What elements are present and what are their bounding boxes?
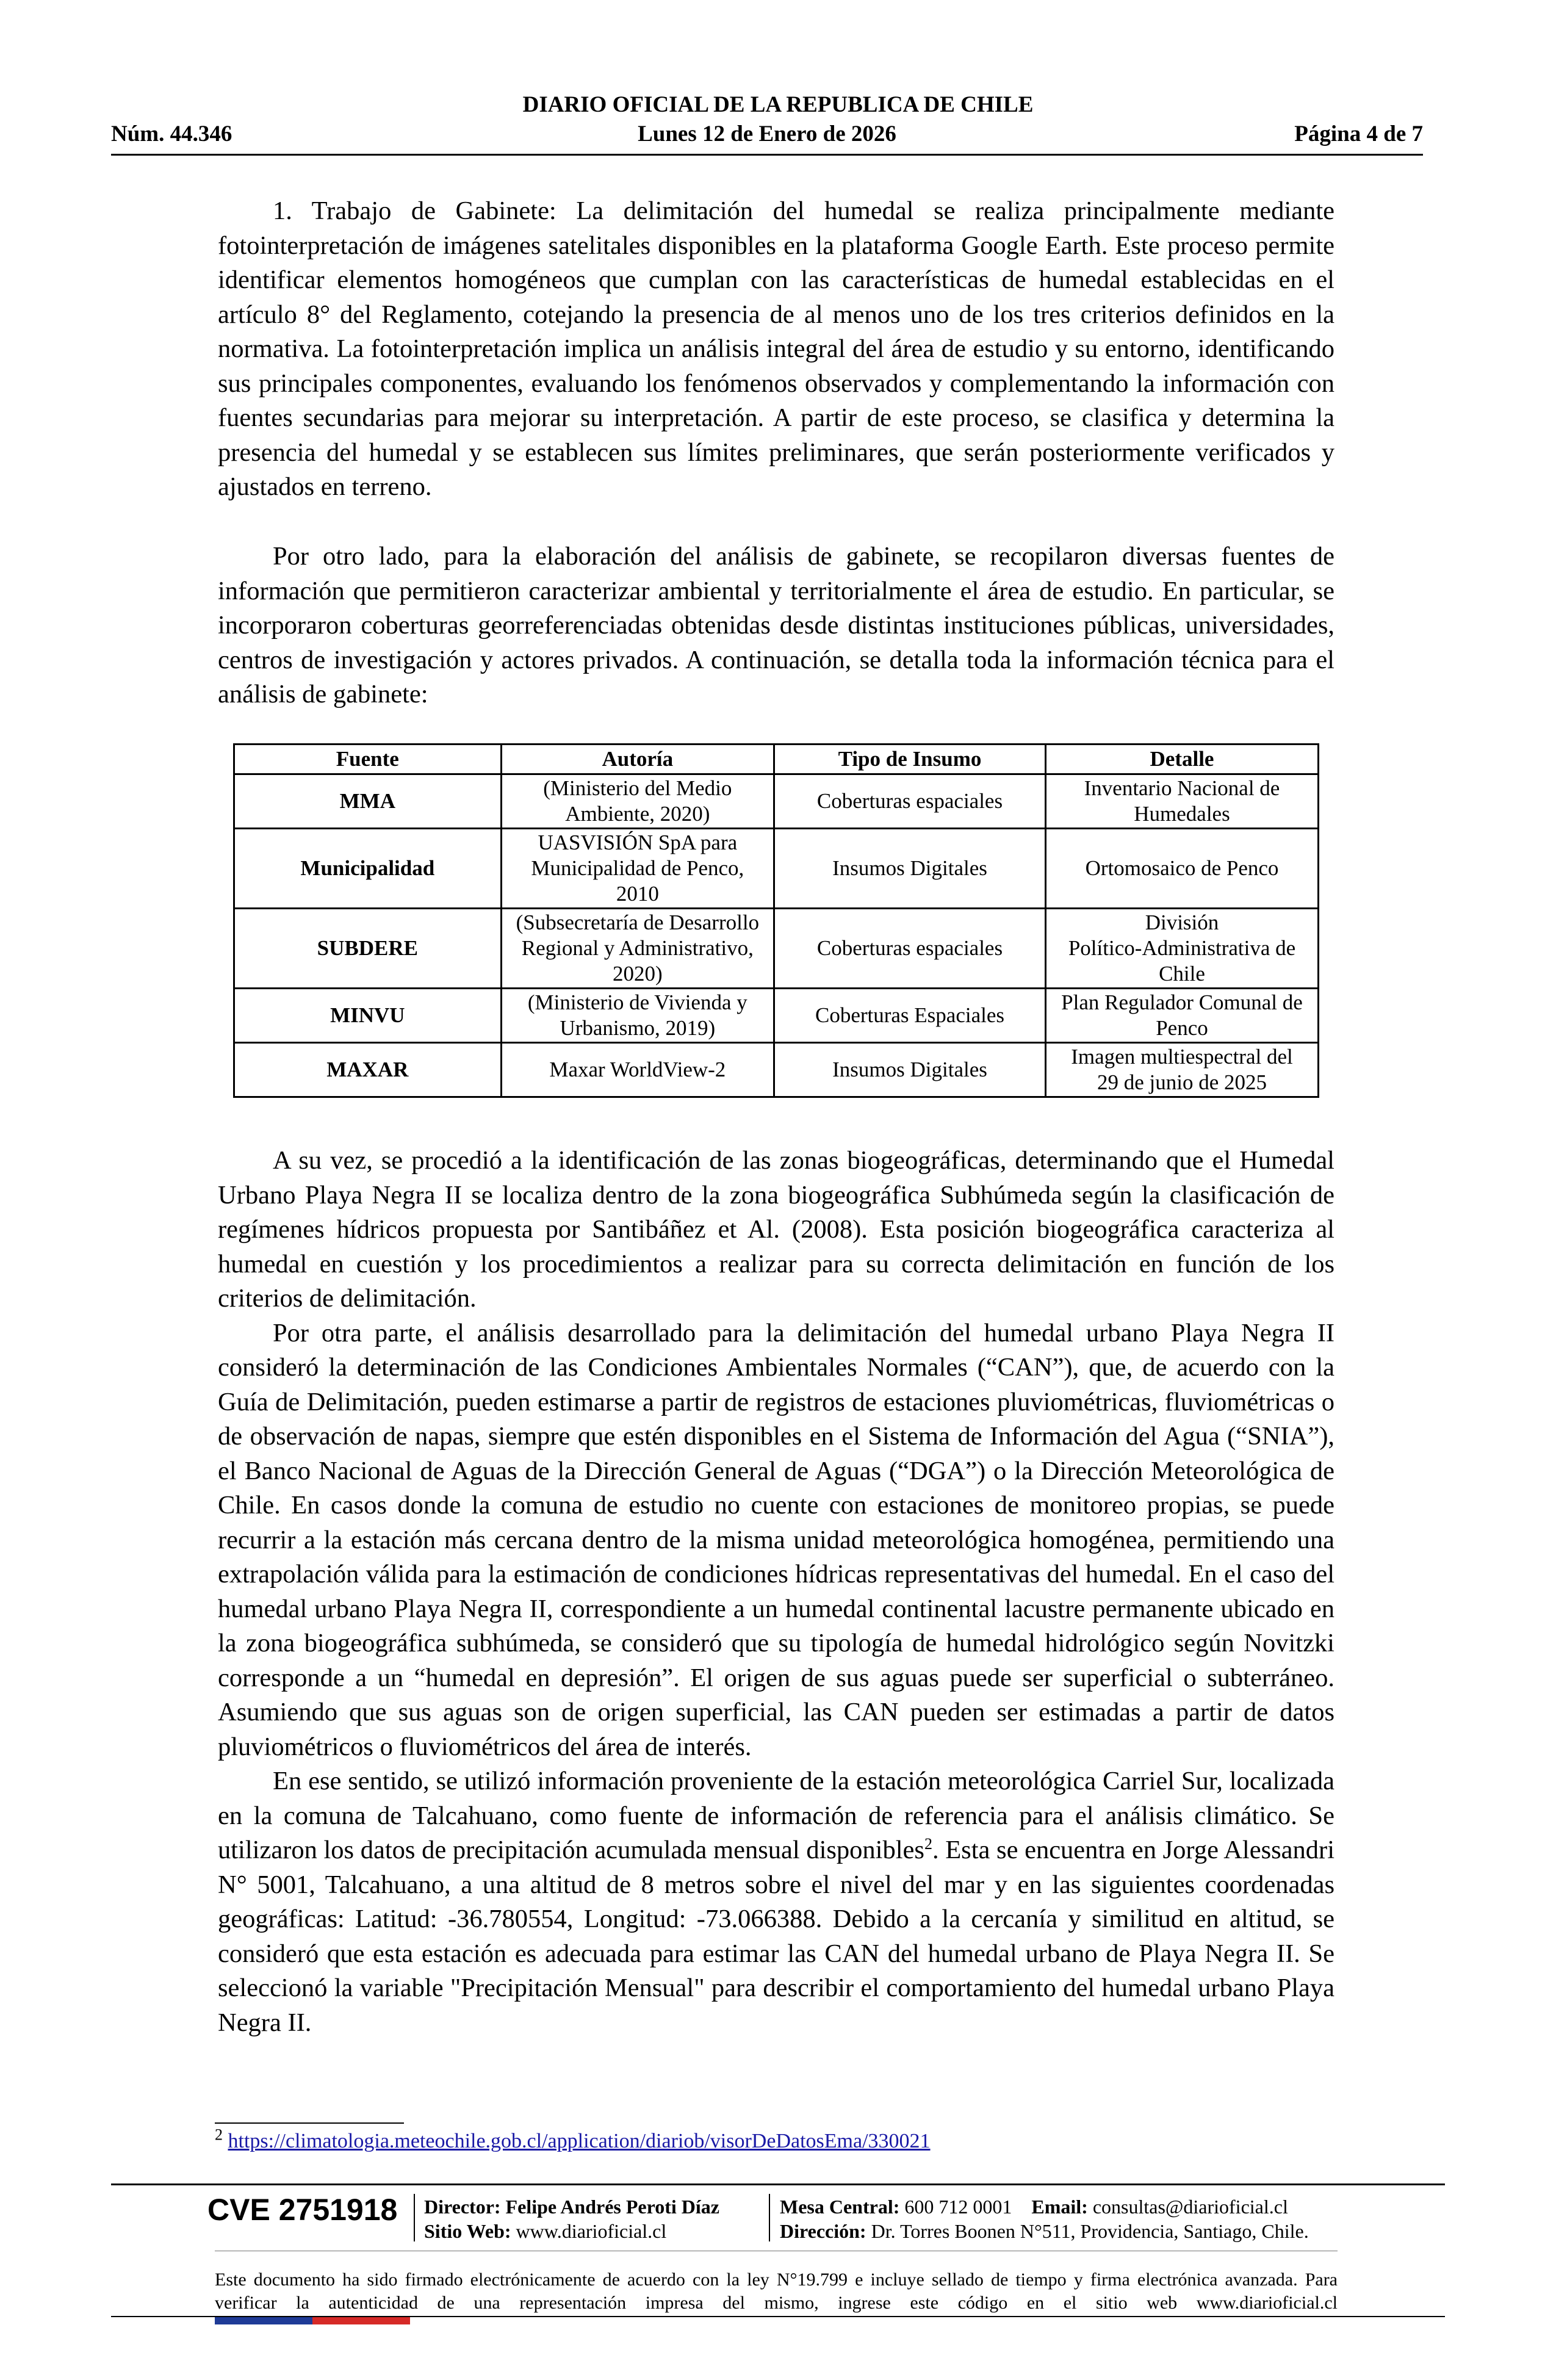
cell-line: Humedales (1134, 802, 1230, 826)
cell-line: (Subsecretaría de Desarrollo (516, 911, 760, 934)
body-section-2 (218, 539, 1334, 712)
body-section-3 (218, 1144, 1334, 2040)
table-row (234, 989, 1319, 1043)
cell-line: Imagen multiespectral del (1071, 1045, 1293, 1069)
footer-contact-block (780, 2194, 1309, 2243)
cell-tipo: Coberturas espaciales (774, 909, 1046, 989)
table-row (234, 774, 1319, 829)
cell-line: Ortomosaico de Penco (1085, 856, 1279, 880)
email-link[interactable]: consultas@diarioficial.cl (1092, 2196, 1288, 2218)
issue-date: Lunes 12 de Enero de 2026 (638, 121, 896, 146)
cell-tipo: Insumos Digitales (774, 1043, 1046, 1097)
publication-title: DIARIO OFICIAL DE LA REPUBLICA DE CHILE (522, 92, 1034, 117)
phone-number: 600 712 0001 (904, 2196, 1012, 2218)
cell-line: División (1145, 911, 1219, 934)
footer-director: Director: Felipe Andrés Peroti Díaz (424, 2196, 719, 2218)
cell-detalle (1046, 774, 1319, 829)
footer-site: Sitio Web: www.diarioficial.cl (424, 2220, 667, 2242)
table-row (234, 1043, 1319, 1097)
cell-fuente: MMA (234, 774, 502, 829)
cell-line: (Ministerio de Vivienda y (527, 990, 747, 1014)
table-row (234, 909, 1319, 989)
footnote-link[interactable]: https://climatologia.meteochile.gob.cl/application/diariob/visorDeDatosEma/330021 (228, 2130, 931, 2152)
cell-tipo: Insumos Digitales (774, 829, 1046, 909)
cell-line: Político-Administrativa de (1068, 936, 1296, 960)
cell-fuente: MINVU (234, 989, 502, 1043)
cell-line: (Ministerio del Medio (543, 776, 732, 800)
flag-stripe-blue (215, 2317, 312, 2324)
footnote (215, 2126, 931, 2153)
cell-line: Regional y Administrativo, (521, 936, 754, 960)
header-divider (111, 154, 1423, 156)
cell-line: Ambiente, 2020) (565, 802, 710, 826)
table-header-row (234, 745, 1319, 774)
paragraph-estacion (218, 1764, 1334, 2040)
paragraph-zonas-biogeograficas: A su vez, se procedió a la identificación de las zonas biogeográficas, determinando que el Humedal Urbano Playa Negra II se localiza dentro de la zona biogeográfica Subhúmeda según la clasificación de regímenes hídricos propuesta por Santibáñez et Al. (2008). Esta posición biogeográfica caracteriza al humedal en cuestión y los procedimientos a realizar para su correcta delimitación en función de los criterios de delimitación. (218, 1146, 1334, 1313)
cell-line: Municipalidad de Penco, (531, 856, 744, 880)
site-link[interactable]: www.diarioficial.cl (516, 2220, 667, 2242)
cell-tipo: Coberturas Espaciales (774, 989, 1046, 1043)
paragraph-fuentes: Por otro lado, para la elaboración del análisis de gabinete, se recopilaron diversas fuentes de información que permitieron caracterizar ambiental y territorialmente el área de estudio. En particular, se incorporaron coberturas georreferenciadas obtenidas desde distintas instituciones públicas, universidades, centros de investigación y actores privados. A continuación, se detalla toda la información técnica para el análisis de gabinete: (218, 542, 1334, 709)
cell-autoria (501, 909, 774, 989)
cell-autoria (501, 1043, 774, 1097)
cell-autoria (501, 774, 774, 829)
footnote-ref[interactable]: 2 (924, 1834, 932, 1853)
footer-divider-top (111, 2183, 1445, 2185)
cell-line: 2010 (616, 882, 659, 906)
body-section-1 (218, 194, 1334, 505)
cell-line: 29 de junio de 2025 (1097, 1070, 1267, 1094)
cell-autoria (501, 829, 774, 909)
cell-detalle (1046, 829, 1319, 909)
flag-stripe-red (312, 2317, 410, 2324)
cell-line: Maxar WorldView-2 (549, 1058, 726, 1081)
cell-fuente: SUBDERE (234, 909, 502, 989)
paragraph-estacion-a: En ese sentido, se utilizó información proveniente de la estación meteorológica Carriel Sur, localizada en la comuna de Talcahuano, como fuente de información de referencia para el análisis climático. Se utilizaron los datos de precipitación acumulada mensual disponibles (218, 1767, 1334, 1864)
director-name: Felipe Andrés Peroti Díaz (505, 2196, 719, 2218)
paragraph-can: Por otra parte, el análisis desarrollado para la delimitación del humedal urbano Playa Negra II consideró la determinación de las Condiciones Ambientales Normales (“CAN”), que, de acuerdo con la Guía de Delimitación, pueden estimarse a partir de registros de estaciones pluviométricas, fluviométricas o de observación de napas, siempre que estén disponibles en el Sistema de Información del Agua (“SNIA”), el Banco Nacional de Aguas de la Dirección General de Aguas (“DGA”) o la Dirección Meteorológica de Chile. En casos donde la comuna de estudio no cuente con estaciones de monitoreo propias, se puede recurrir a la estación más cercana dentro de la misma unidad meteorológica homogénea, permitiendo una extrapolación válida para la estimación de condiciones hídricas representativas del humedal. En el caso del humedal urbano Playa Negra II, correspondiente a un humedal continental lacustre permanente ubicado en la zona biogeográfica subhúmeda, se consideró que su tipología de humedal hidrológico según Novitzki corresponde a un “humedal en depresión”. El origen de sus aguas puede ser superficial o subterráneo. Asumiendo que sus aguas son de origen superficial, las CAN pueden ser estimadas a partir de datos pluviométricos o fluviométricos del área de interés. (218, 1318, 1334, 1761)
cell-detalle (1046, 1043, 1319, 1097)
cell-line: UASVISIÓN SpA para (538, 831, 738, 854)
legal-notice: Este documento ha sido firmado electrónicamente de acuerdo con la ley N°19.799 e incluye sellado de tiempo y firma electrónica avanzada. Para verificar la autenticidad de una representación impresa del mismo, ingrese este código en el sitio web www.diarioficial.cl (215, 2270, 1338, 2313)
cell-line: Plan Regulador Comunal de (1061, 990, 1303, 1014)
column-header-tipo: Tipo de Insumo (774, 745, 1046, 774)
table-row (234, 829, 1319, 909)
cell-line: Chile (1159, 962, 1205, 986)
cell-detalle (1046, 989, 1319, 1043)
footer-separator (769, 2194, 770, 2241)
footnote-number: 2 (215, 2126, 223, 2144)
page-number: Página 4 de 7 (1294, 121, 1423, 146)
column-header-autoria: Autoría (501, 745, 774, 774)
cell-line: Urbanismo, 2019) (560, 1016, 716, 1040)
footer-address: Dirección: Dr. Torres Boonen N°511, Providencia, Santiago, Chile. (780, 2220, 1309, 2242)
paragraph-estacion-b: . Esta se encuentra en Jorge Alessandri N° 5001, Talcahuano, a una altitud de 8 metros sobre el nivel del mar y en las siguientes coordenadas geográficas: Latitud: -36.780554, Longitud: -73.066388. Debido a la cercanía y similitud en altitud, se consideró que esta estación es adecuada para estimar las CAN del humedal urbano de Playa Negra II. Se seleccionó la variable "Precipitación Mensual" para describir el comportamiento del humedal urbano Playa Negra II. (218, 1836, 1334, 2037)
footer-director-block (424, 2194, 719, 2243)
column-header-detalle: Detalle (1046, 745, 1319, 774)
cell-fuente: MAXAR (234, 1043, 502, 1097)
issue-number: Núm. 44.346 (111, 121, 232, 146)
cell-tipo: Coberturas espaciales (774, 774, 1046, 829)
cell-line: Inventario Nacional de (1084, 776, 1280, 800)
cell-line: Penco (1156, 1016, 1208, 1040)
footnote-divider (215, 2122, 404, 2124)
cell-line: 2020) (613, 962, 663, 986)
footer-separator (414, 2194, 415, 2241)
cell-detalle (1046, 909, 1319, 989)
column-header-fuente: Fuente (234, 745, 502, 774)
cell-autoria (501, 989, 774, 1043)
cell-fuente: Municipalidad (234, 829, 502, 909)
footer-contact-line: Mesa Central: 600 712 0001 Email: consultas@diarioficial.cl (780, 2196, 1288, 2218)
cve-code: CVE 2751918 (207, 2193, 398, 2227)
sources-table (233, 743, 1319, 1098)
paragraph-trabajo-gabinete: 1. Trabajo de Gabinete: La delimitación del humedal se realiza principalmente mediante fotointerpretación de imágenes satelitales disponibles en la plataforma Google Earth. Este proceso permite identificar elementos homogéneos que cumplan con las características de humedal establecidas en el artículo 8° del Reglamento, cotejando la presencia de al menos uno de los tres criterios definidos en la normativa. La fotointerpretación implica un análisis integral del área de estudio y su entorno, identificando sus principales componentes, evaluando los fenómenos observados y complementando la información con fuentes secundarias para mejorar su interpretación. A partir de este proceso, se clasifica y determina la presencia del humedal y se establecen sus límites preliminares, que serán posteriormente verificados y ajustados en terreno. (218, 197, 1334, 501)
header-row (111, 121, 1423, 150)
address: Dr. Torres Boonen N°511, Providencia, Santiago, Chile. (871, 2220, 1309, 2242)
